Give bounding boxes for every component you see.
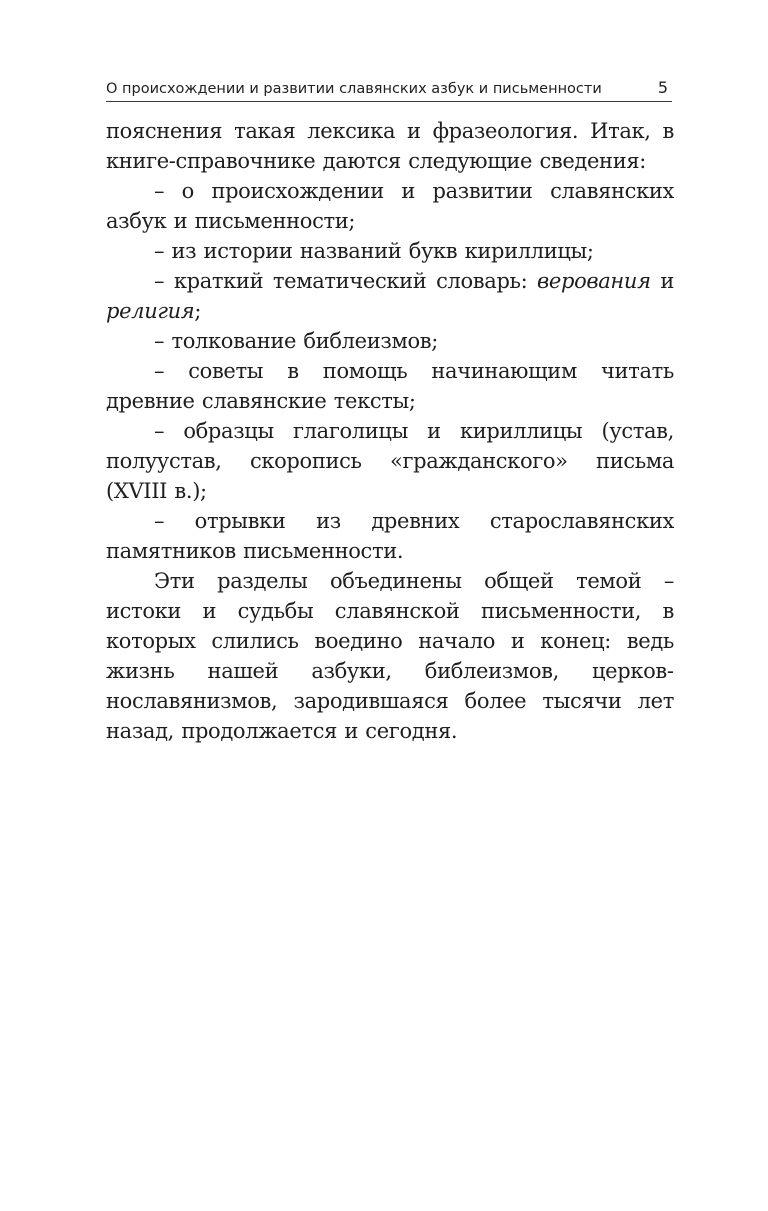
list-item-script-samples: – образцы глаголицы и кириллицы (устав, полуустав, скоропись «гражданского» письма (XVIII в.); [106,419,674,503]
list-item-dictionary [106,266,674,326]
italic-term-beliefs: верования [537,269,651,293]
running-header [106,79,672,102]
italic-term-religion: религия [106,299,195,323]
semicolon-text: ; [194,299,202,323]
page-number: 5 [657,78,668,97]
list-item-dictionary-text: – краткий тематический словарь: [154,269,538,293]
list-item-reading-tips: – советы в помощь начинающим читать древние славянские тексты; [106,359,674,413]
paragraph-final: Эти разделы объединены общей темой – истоки и судьбы славянской письменности, в которых слились воедино начало и конец: ведь жизнь нашей азбуки, библеизмов, церковнославянизмов, зародившаяся более тысячи лет назад, продолжается и сегодня. [106,569,674,743]
paragraph-continuation: пояснения такая лексика и фразеология. Итак, в книге-справочнике даются следующие сведения: [106,119,674,173]
list-item-letter-names: – из истории названий букв кириллицы; [154,239,594,263]
conjunction-text: и [650,269,674,293]
list-item-excerpts: – отрывки из древних старославянских памятников письменности. [106,509,674,563]
body-text [106,116,674,746]
list-item-origins: – о происхождении и развитии славянских азбук и письменности; [106,179,674,233]
running-title: О происхождении и развитии славянских азбук и письменности [106,81,602,97]
list-item-biblicisms: – толкование библеизмов; [154,329,438,353]
